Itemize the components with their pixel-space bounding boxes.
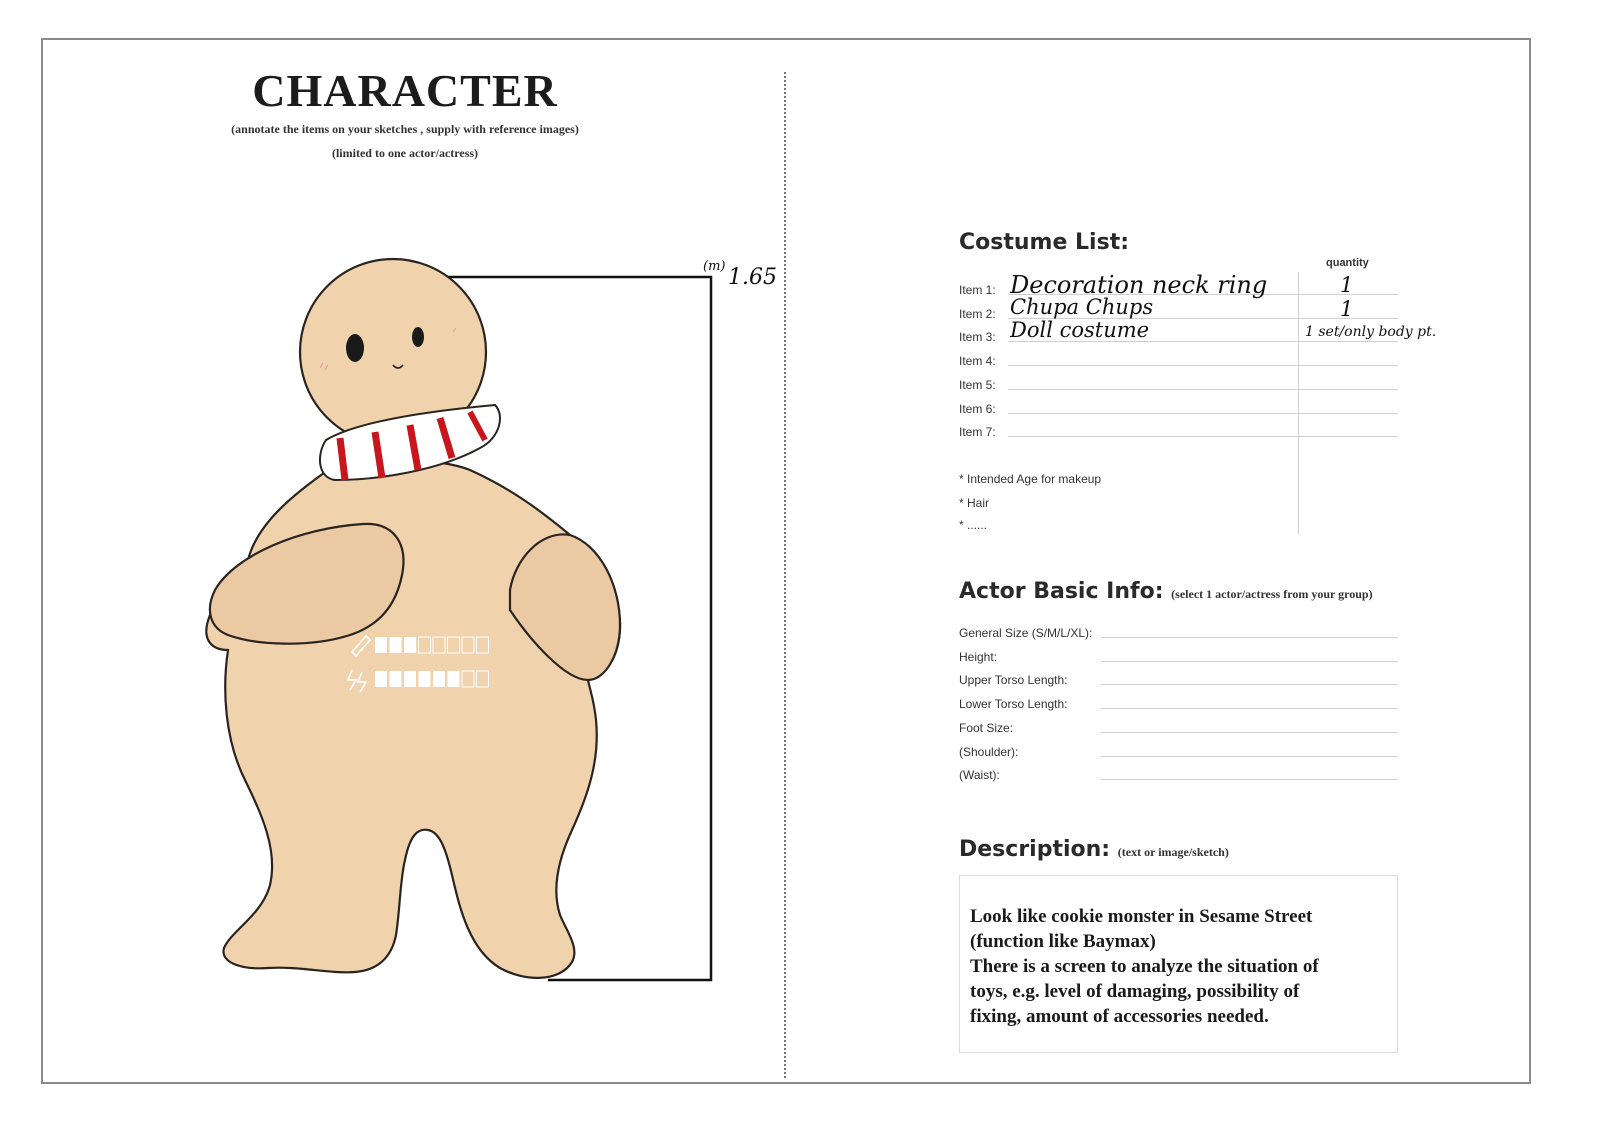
costume-item-line <box>1008 413 1398 414</box>
quantity-header: quantity <box>1326 257 1369 269</box>
description-line: fixing, amount of accessories needed. <box>970 1006 1269 1027</box>
actor-field-input[interactable] <box>1101 637 1398 638</box>
actor-field-input[interactable] <box>1101 732 1398 733</box>
actor-field-label: General Size (S/M/L/XL): <box>959 626 1093 640</box>
costume-item-label: Item 1: <box>959 283 996 297</box>
costume-item-quantity[interactable]: 1 <box>1340 273 1354 297</box>
title-instructions: (annotate the items on your sketches , supply with reference images) <box>231 122 579 136</box>
description-heading <box>959 837 1229 862</box>
actor-info-title: Actor Basic Info: <box>959 579 1164 604</box>
description-line: toys, e.g. level of damaging, possibility of <box>970 981 1300 1002</box>
actor-info-heading <box>959 579 1373 604</box>
quantity-column-divider <box>1298 272 1299 534</box>
actor-field-label: (Waist): <box>959 768 1000 783</box>
height-unit: (m) <box>703 259 726 274</box>
costume-item-label: Item 4: <box>959 354 996 369</box>
description-title: Description: <box>959 837 1111 862</box>
character-sketch <box>0 0 800 1100</box>
costume-list-heading: Costume List: <box>959 230 1130 255</box>
note-age: * Intended Age for makeup <box>959 472 1102 486</box>
level-segment-filled <box>448 671 460 687</box>
actor-field-label: Upper Torso Length: <box>959 673 1068 688</box>
costume-item-label: Item 7: <box>959 425 996 440</box>
level-segment-filled <box>404 671 416 687</box>
costume-item-line <box>1008 365 1398 366</box>
actor-field-label: (Shoulder): <box>959 744 1019 759</box>
level-segment-filled <box>419 671 431 687</box>
level-segment-filled <box>375 637 387 653</box>
description-line: There is a screen to analyze the situation of <box>970 956 1319 977</box>
actor-field-label: Height: <box>959 649 998 664</box>
description-box <box>959 875 1398 1053</box>
costume-item-name[interactable]: Decoration neck ring <box>1010 271 1268 299</box>
costume-item-quantity[interactable]: 1 <box>1340 296 1354 321</box>
actor-field-label: Foot Size: <box>959 720 1014 735</box>
costume-item-quantity[interactable]: 1 set/only body pt. <box>1305 324 1437 341</box>
level-segment-filled <box>404 637 416 653</box>
page-title: CHARACTER <box>252 65 558 116</box>
actor-field-input[interactable] <box>1101 661 1398 662</box>
level-segment-filled <box>433 671 445 687</box>
character-right-eye <box>412 327 424 347</box>
height-value: 1.65 <box>728 265 777 290</box>
costume-item-line <box>1008 436 1398 437</box>
actor-field-label: Lower Torso Length: <box>959 697 1068 712</box>
level-segment-filled <box>375 671 387 687</box>
costume-item-line <box>1008 389 1398 390</box>
level-segment-filled <box>390 671 402 687</box>
costume-item-name[interactable]: Chupa Chups <box>1010 294 1154 319</box>
description-line: (function like Baymax) <box>970 931 1156 952</box>
actor-field-input[interactable] <box>1101 684 1398 685</box>
costume-item-label: Item 6: <box>959 401 996 416</box>
description-note: (text or image/sketch) <box>1117 845 1229 859</box>
level-segment-filled <box>390 637 402 653</box>
actor-field-input[interactable] <box>1101 708 1398 709</box>
actor-info-note: (select 1 actor/actress from your group) <box>1171 587 1373 601</box>
note-hair: * Hair <box>959 496 990 510</box>
actor-field-input[interactable] <box>1101 756 1398 757</box>
note-other: * ...... <box>959 518 988 532</box>
character-left-eye <box>346 334 364 362</box>
costume-item-label: Item 5: <box>959 377 996 392</box>
description-line: Look like cookie monster in Sesame Street <box>970 906 1313 927</box>
costume-item-label: Item 3: <box>959 330 996 345</box>
costume-item-name[interactable]: Doll costume <box>1010 318 1150 343</box>
title-limit-note: (limited to one actor/actress) <box>331 146 479 160</box>
actor-field-input[interactable] <box>1101 779 1398 780</box>
costume-item-label: Item 2: <box>959 306 996 321</box>
